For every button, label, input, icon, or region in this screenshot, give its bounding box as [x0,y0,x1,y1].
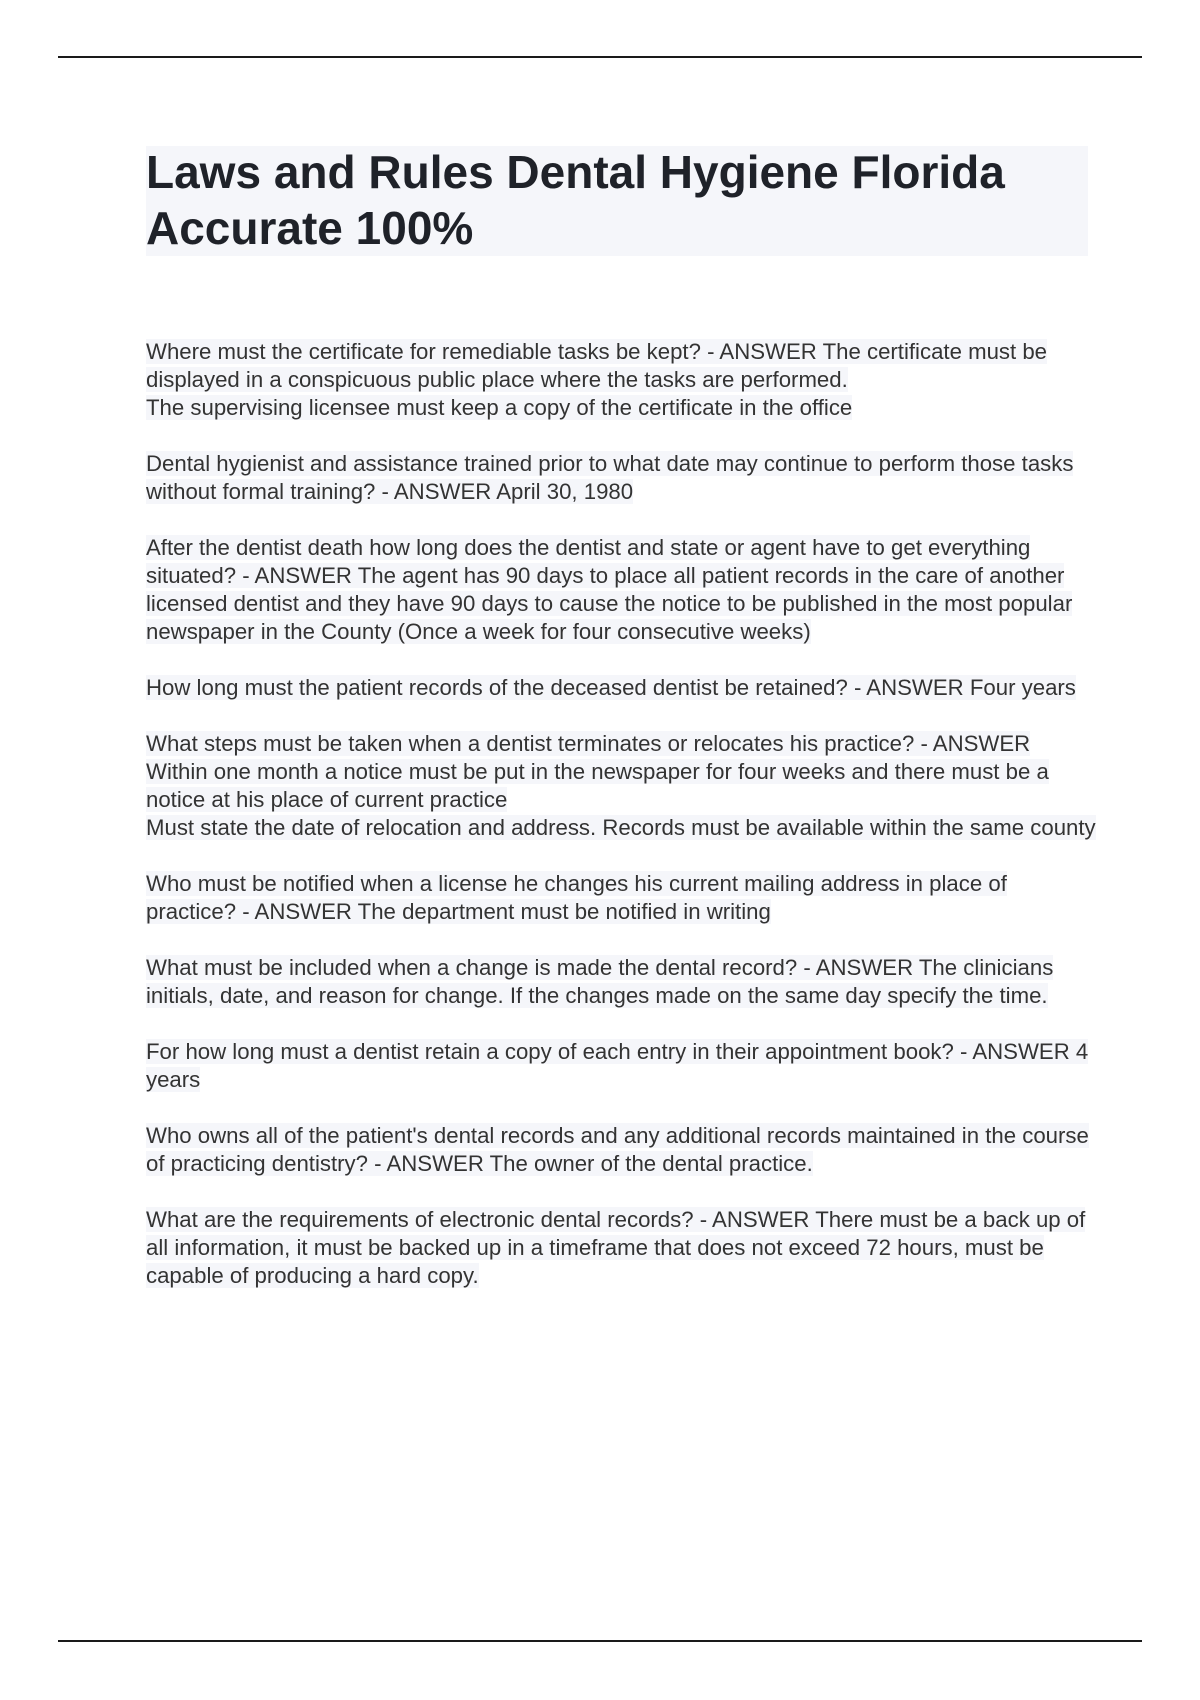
qa-text: Where must the certificate for remediable tasks be kept? - ANSWER The certificate must be displayed in a conspicuous public place where the tasks are performed. [146,339,1048,392]
qa-item [146,1122,1096,1178]
qa-text: Dental hygienist and assistance trained prior to what date may continue to perform those tasks without formal training? - ANSWER April 30, 1980 [146,451,1074,504]
qa-text: What steps must be taken when a dentist terminates or relocates his practice? - ANSWER Within one month a notice must be put in the newspaper for four weeks and there must be a notice at his place of current practice [146,731,1049,812]
qa-extra: The supervising licensee must keep a copy of the certificate in the office [146,395,853,420]
top-rule [58,56,1142,58]
qa-text: What must be included when a change is made the dental record? - ANSWER The clinicians initials, date, and reason for change. If the changes made on the same day specify the time. [146,955,1054,1008]
qa-item [146,450,1096,506]
qa-text: After the dentist death how long does the dentist and state or agent have to get everything situated? - ANSWER The agent has 90 days to place all patient records in the care of another licensed dentist and they have 90 days to cause the notice to be published in the most popular newspaper in the County (Once a week for four consecutive weeks) [146,535,1073,644]
qa-list [146,338,1096,1318]
qa-item [146,1206,1096,1290]
qa-item [146,1038,1096,1094]
qa-item [146,954,1096,1010]
qa-item [146,338,1096,422]
qa-item [146,730,1096,842]
qa-item [146,870,1096,926]
qa-text: Who must be notified when a license he changes his current mailing address in place of practice? - ANSWER The department must be notified in writing [146,871,1007,924]
qa-text: For how long must a dentist retain a copy of each entry in their appointment book? - ANSWER 4 years [146,1039,1089,1092]
qa-text: Who owns all of the patient's dental records and any additional records maintained in the course of practicing dentistry? - ANSWER The owner of the dental practice. [146,1123,1089,1176]
qa-item [146,534,1096,646]
bottom-rule [58,1640,1142,1642]
qa-text: How long must the patient records of the deceased dentist be retained? - ANSWER Four years [146,675,1076,700]
qa-item [146,674,1096,702]
qa-text: What are the requirements of electronic dental records? - ANSWER There must be a back up of all information, it must be backed up in a timeframe that does not exceed 72 hours, must be capable of producing a hard copy. [146,1207,1086,1288]
document-title: Laws and Rules Dental Hygiene Florida Accurate 100% [146,146,1005,254]
qa-extra: Must state the date of relocation and address. Records must be available within the same county [146,815,1096,840]
